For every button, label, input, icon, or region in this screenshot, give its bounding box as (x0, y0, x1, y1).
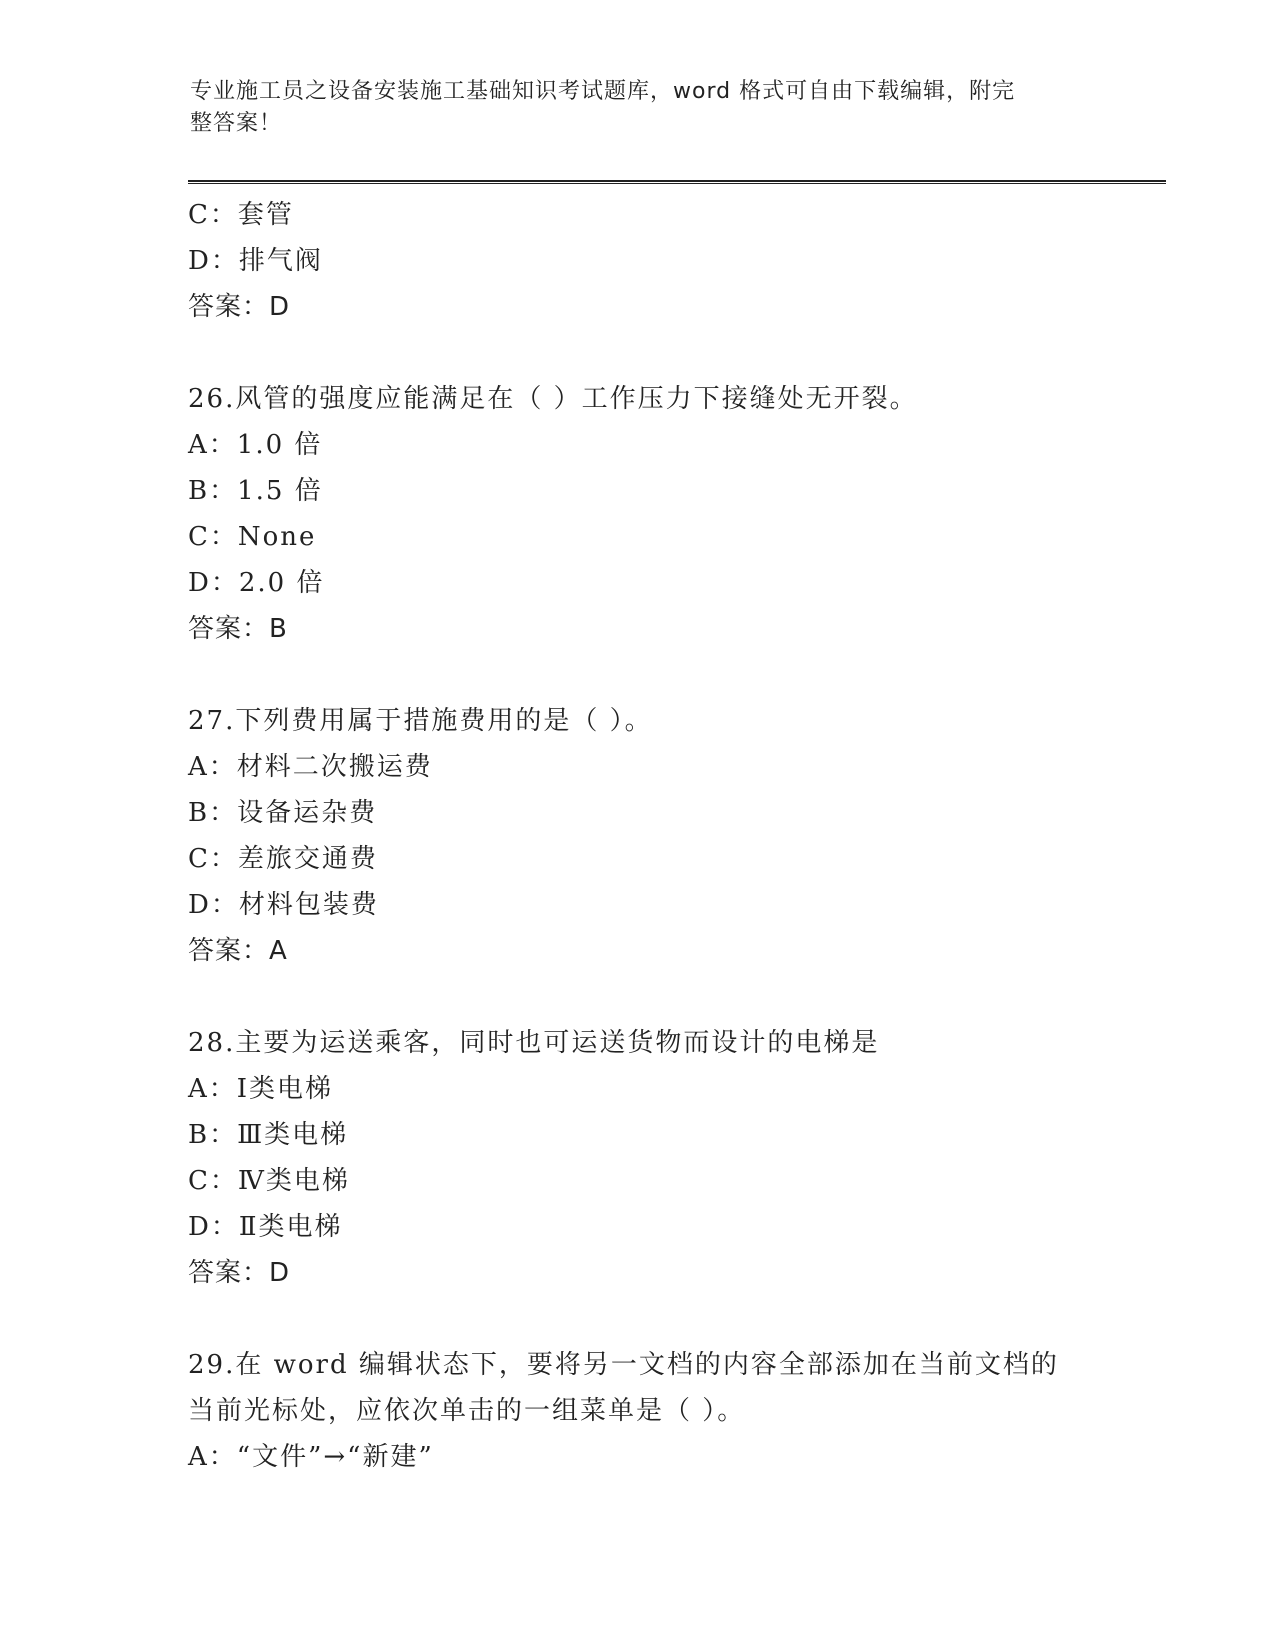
spacer (188, 1296, 1088, 1342)
option-a: A：“文件”→“新建” (188, 1442, 434, 1472)
header-divider (188, 180, 1166, 184)
option-b: B：Ⅲ类电梯 (188, 1120, 349, 1150)
option-a: A：材料二次搬运费 (188, 752, 433, 782)
option-b: B：设备运杂费 (188, 798, 378, 828)
question-stem: 27.下列费用属于措施费用的是（ ）。 (188, 706, 653, 736)
option-d: D：2.0 倍 (188, 568, 325, 598)
spacer (188, 330, 1088, 376)
answer-line: 答案：D (188, 1258, 291, 1288)
answer-line: 答案：D (188, 292, 291, 322)
option-c: C：Ⅳ类电梯 (188, 1166, 350, 1196)
question-stem-line-1: 29.在 word 编辑状态下，要将另一文档的内容全部添加在当前文档的 (188, 1350, 1059, 1380)
option-c: C：差旅交通费 (188, 844, 378, 874)
option-d: D：Ⅱ类电梯 (188, 1212, 343, 1242)
option-a: A：Ⅰ类电梯 (188, 1074, 334, 1104)
document-body (188, 192, 1088, 1480)
option-c: C：套管 (188, 200, 294, 230)
header-title-line-2: 整答案！ (190, 111, 283, 136)
question-stem-line-2: 当前光标处，应依次单击的一组菜单是（ ）。 (188, 1396, 746, 1426)
answer-line: 答案：B (188, 614, 288, 644)
question-27 (188, 698, 1088, 974)
page-header (190, 76, 1090, 140)
question-26 (188, 376, 1088, 652)
header-title-line-1: 专业施工员之设备安装施工基础知识考试题库，word 格式可自由下载编辑，附完 (190, 79, 1016, 104)
spacer (188, 652, 1088, 698)
option-d: D：排气阀 (188, 246, 323, 276)
option-c: C：None (188, 522, 317, 552)
answer-line: 答案：A (188, 936, 288, 966)
option-d: D：材料包装费 (188, 890, 379, 920)
question-stem: 28.主要为运送乘客，同时也可运送货物而设计的电梯是 (188, 1028, 880, 1058)
option-a: A：1.0 倍 (188, 430, 323, 460)
option-b: B：1.5 倍 (188, 476, 323, 506)
spacer (188, 974, 1088, 1020)
question-stem: 26.风管的强度应能满足在（ ）工作压力下接缝处无开裂。 (188, 384, 918, 414)
question-29 (188, 1342, 1088, 1480)
question-28 (188, 1020, 1088, 1296)
